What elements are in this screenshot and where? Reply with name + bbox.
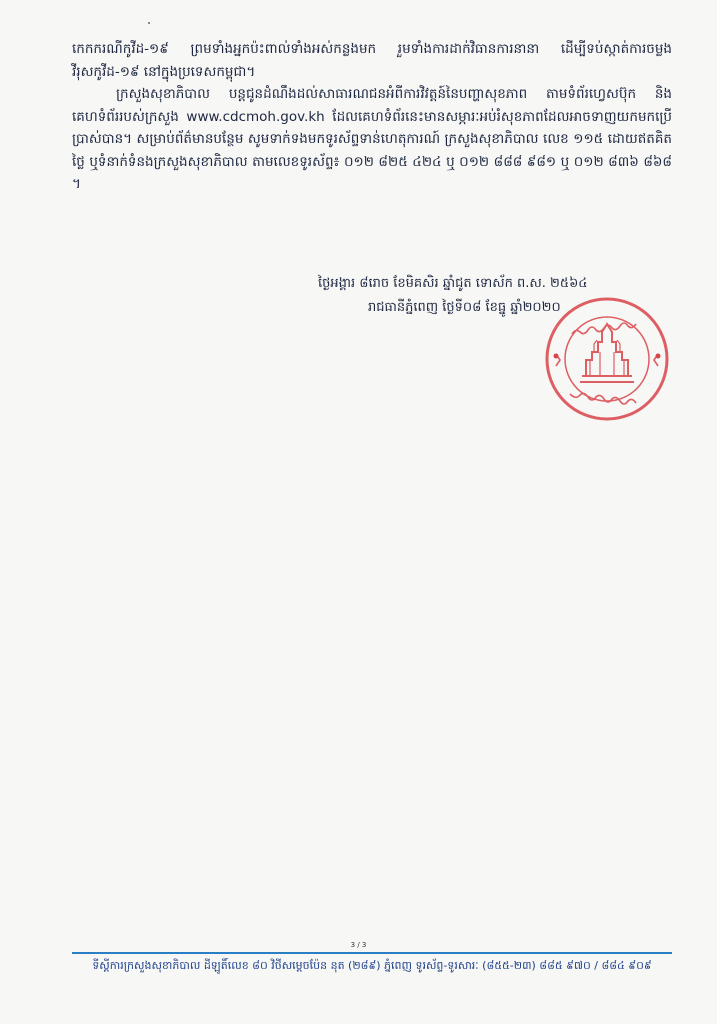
paragraph-continuation: កេកករណីកូវីដ-១៩ ព្រមទាំងអ្នកប៉ះពាល់ទាំងអស់កន្លងមក រួមទាំងការដាក់វិធានការនានា ដើម្បីទប់ស្កាត់ការចម្លងវីរុសកូវីដ-១៩ នៅក្នុងប្រទេសកម្ពុជា។ — [72, 41, 672, 80]
paragraph-contact-info: ក្រសួងសុខាភិបាល បន្តជូនដំណឹងដល់សាធារណជនអំពីការវិវត្តន៍នៃបញ្ហាសុខភាព តាមទំព័រហ្វេសប៊ុក និងគេហទំព័ររបស់ក្រសួង www.cdcmoh.gov.kh ដែលគេហទំព័រនេះមានសម្ភារៈអប់រំសុខភាពដែលអាចទាញយកមកប្រើប្រាស់បាន។ សម្រាប់ព័ត៌មានបន្ថែម សូមទាក់ទងមកទូរស័ព្ទទាន់ហេតុការណ៍ ក្រសួងសុខាភិបាល លេខ ១១៥ ដោយឥតគិតថ្លៃ ឬទំនាក់ទំនងក្រសួងសុខាភិបាល តាមលេខទូរស័ព្ទ៖ ០១២ ៨២៥ ៤២៤ ឬ ០១២ ៨៨៨ ៩៨១ ឬ ០១២ ៨៣៦ ៨៦៨ ។ — [72, 86, 672, 192]
lunar-date: ថ្ងៃអង្គារ ៨រោច ខែមិគសិរ ឆ្នាំជូត ទោស័ក ព.ស. ២៥៦៤ — [318, 276, 588, 291]
scan-speck — [148, 22, 150, 24]
letter-body — [72, 38, 672, 196]
footer-address: ទីស្តីការក្រសួងសុខាភិបាល ដីឡូតិ៍លេខ ៨០ វិថីសម្តេចប៉ែន នុត (២៨៩) ភ្នំពេញ ទូរស័ព្ទ-ទូរសារៈ (៨៥៥-២៣) ៨៨៥ ៩៧០ / ៨៨៤ ៩០៩ — [92, 959, 652, 972]
page-number: 3 / 3 — [350, 941, 367, 949]
footer-divider — [72, 952, 672, 954]
solar-date: រាជធានីភ្នំពេញ ថ្ងៃទី០៨ ខែធ្នូ ឆ្នាំ២០២០ — [368, 300, 561, 315]
ministry-seal-stamp — [542, 294, 672, 424]
